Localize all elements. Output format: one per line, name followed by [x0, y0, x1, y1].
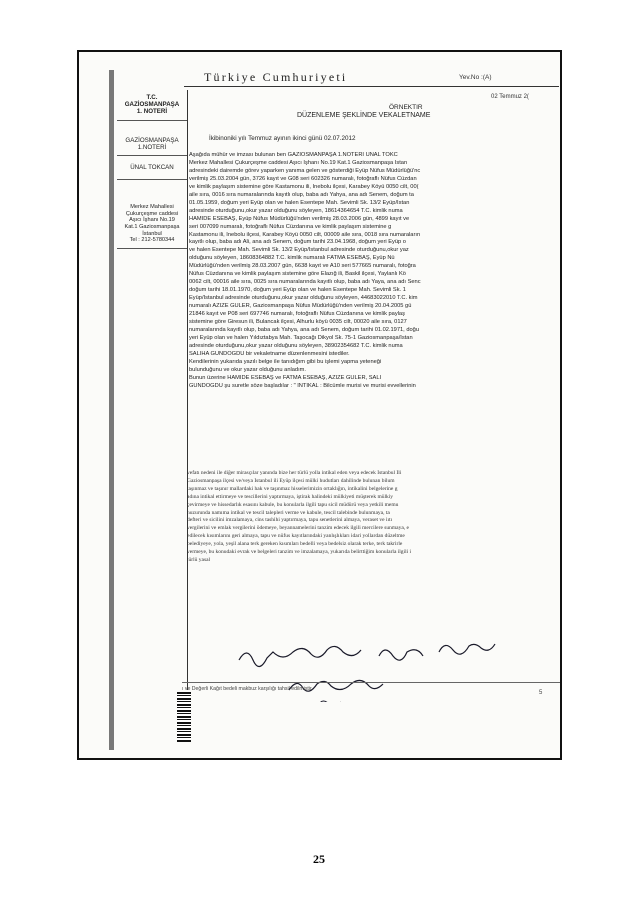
sidebar-spacer	[117, 180, 187, 200]
body-line: kayıtlı olup, baba adı Ali, ana adı Senem, doğum tarihi 23.04.1968, doğum yeri Eyüp o	[189, 239, 406, 246]
sidebar-block-notary	[117, 133, 187, 156]
title-line-2: DÜZENLEME ŞEKLİNDE VEKALETNAME	[297, 112, 431, 119]
barcode	[177, 692, 191, 742]
document-header: Türkiye Cumhuriyeti	[204, 70, 348, 84]
body-line: vefatı nedeni ile diğer mirasçılar yanında bize her türlü yolla intikal eden veya edecek İstanbul İli	[187, 470, 402, 476]
sidebar-block-tc	[117, 90, 187, 121]
body-line: seri 007099 numaralı, fotoğraflı Nüfus Cüzdanına ve kimlik paylaşım sistemine g	[189, 223, 392, 230]
body-line: defteri ve sicilini imzalamaya, cins tashihi yaptırmaya, tapu senetlerini almaya, veraset ve iıtı	[187, 517, 393, 524]
body-line: ve halen Esentepe Mah. Sevimli Sk. 13/2 Eyüp/İstanbul adresinde oturduğunu,okur yaz	[189, 247, 409, 254]
body-line: Kastamonu ili, İnebolu ilçesi, Karabey Köyü 0050 cilt, 00009 aile sıra, 0018 sıra numaraların	[189, 231, 421, 238]
footer-number: 5	[539, 690, 543, 696]
body-line: çevirmeye ve hissedarlık esasını kabule, bu konularla ilgili tapu sicil müdürü veya yetkili memu	[187, 501, 399, 508]
body-line: 21846 kayıt ve P08 seri 697746 numaralı, fotoğraflı Nüfus Cüzdanına ve kimlik paylaş	[189, 311, 405, 318]
sidebar-spacer	[117, 121, 187, 133]
sidebar-line: ÜNAL TOKCAN	[130, 164, 174, 172]
sidebar-block-address	[117, 200, 187, 249]
body-line: edilecek kısımlarını geri almaya, tapu ve nüfus kayıtlarındaki yanlışlıkları idari yollardan düzeltme	[187, 533, 405, 540]
body-line: Eyüp/İstanbul adresinde oturduğunu,okur yazar olduğunu söyleyen, 44683022010 T.C. kim	[189, 295, 418, 302]
body-line: verilmiş 25.03.2004 gün, 3726 kayıt ve G08 seri 602326 numaralı, fotoğraflı Nüfus Cüzdan	[189, 175, 417, 182]
body-line: olduğunu söyleyen, 18608364882 T.C. kimlik numaralı FATMA ESEBAŞ, Eyüp Nü	[189, 255, 395, 262]
body-line: Merkez Mahallesi Çukurçeşme caddesi Aşıcı İşhanı No.19 Kat.1 Gaziosmanpaşa İstan	[189, 159, 408, 166]
body-line: HAMİDE ESEBAŞ, Eyüp Nüfus Müdürlüğü'nden verilmiş 28.03.2006 gün, 4899 kayıt ve	[189, 215, 410, 222]
title-line-1: ÖRNEKTIR	[389, 104, 423, 111]
body-line: belediyeye, yola, yeşil alana terk gereken kısımları bedelli veya bedelsiz olarak terke, terk takrirle	[187, 541, 403, 548]
sidebar-line: 1. NOTERİ	[136, 108, 168, 116]
page-number: 25	[313, 852, 325, 866]
sidebar-line: 1.NOTERİ	[137, 143, 167, 151]
body-line: adresinde oturduğunu,okur yazar olduğunu söyleyen, 38902354682 T.C. kimlik numa	[189, 342, 403, 349]
body-line: Gaziosmanpaşa ilçesi ve/veya İstanbul ili Eyüp ilçesi mülki hudutları dahilinde bulunan bilum	[187, 477, 395, 484]
sidebar-line: GAZİOSMANPAŞA	[124, 101, 180, 109]
body-line: Nüfus Cüzdanına ve kimlik paylaşım sistemine göre Elazığ ili, Baskil ilçesi, Yaylanlı Kö	[189, 271, 406, 278]
body-line: türlü yasal	[187, 556, 211, 563]
intro-date-line: İkibinoniki yılı Temmuz ayının ikinci günü 02.07.2012	[209, 135, 356, 142]
body-line: aile sıra, 0016 sıra numaralarında kayıtlı olup, baba adı Yahya, ana adı Senem, doğum ta	[189, 191, 414, 198]
body-line: Aşağıda mühür ve imzası bulunan ben GAZİOSMANPAŞA 1.NOTERİ ÜNAL TOKC	[189, 152, 398, 158]
body-line: ve kimlik paylaşım sistemine göre Kastamonu ili, İnebolu ilçesi, Karabey Köyü 0050 cilt, 00(	[189, 183, 419, 190]
body-line: huzurunda namıma intikal ve tescil talepleri verme ve kabule, tescil talebinde bulunmaya, ta	[187, 509, 390, 516]
document-body-continued	[187, 470, 562, 565]
footer-note: ı ve Değerli Kağıt bedeli makbuz karşılığı tahsil edilmiştir.	[182, 686, 313, 692]
sidebar-line: GAZİOSMANPAŞA	[125, 136, 179, 144]
body-line: adresinde oturduğunu,okur yazar olduğunu söyleyen, 18614364654 T.C. kimlik numa	[189, 207, 403, 214]
sidebar-line: Tel : 212-5780344	[129, 237, 175, 244]
date-top: 02 Temmuz 2(	[491, 94, 529, 100]
sidebar-line: Aşıcı İşhanı No.19	[129, 217, 175, 224]
body-line: sistemine göre Giresun ili, Bulancak ilçesi, Alhurlu köyü 0035 cilt, 00020 aile sıra, 0127	[189, 319, 407, 326]
scanned-document	[77, 50, 562, 760]
footer-rule	[182, 682, 562, 683]
body-line: adına intikal ettirmeye ve tescillerini yaptırmaya, iştirak halindeki mülkiyeti müşterek mülkiy	[187, 493, 394, 500]
body-line: GÜNDOĞDU şu suretle söze başladılar : " İNTİKAL : Bilcümle murisi ve murisi evvellerinin	[189, 382, 416, 389]
notary-sidebar	[117, 90, 188, 690]
sidebar-line: Çukurçeşme caddesi	[125, 210, 179, 217]
sidebar-line: İstanbul	[142, 230, 162, 237]
header-rule	[184, 86, 559, 87]
body-line: Kendilerinin yukarıda yazılı belge ile tanıdığım gibi bu işlemi yapma yeteneği	[189, 358, 382, 365]
body-line: doğum tarihi 18.01.1970, doğum yeri Eyüp olan ve halen Esentepe Mah. Sevimli Sk. 1	[189, 287, 406, 294]
sidebar-line: Kat.1 Gaziosmanpaşa	[124, 224, 180, 230]
body-line: yeri Eyüp olan ve halen Yıldıztabya Mah. Taşocağı Dikyol Sk. 75-1 Gaziosmanpaşa/İstan	[189, 334, 413, 341]
sidebar-line: T.C.	[146, 94, 158, 101]
body-line: taşınmaz ve taşınır mallardaki hak ve taşınmaz hisselerimizin ortaklığın, intikalini belgelerine g	[187, 485, 398, 492]
sidebar-line: Merkez Mahallesi	[130, 204, 174, 211]
body-line: adresindeki dairemde görev yaparken yanıma gelen ve gösterdiği Eyüp Nüfus Müdürlüğü'nc	[189, 167, 421, 174]
page-edge-shadow	[109, 70, 114, 750]
body-line: vergilerini ve emlak vergilerini ödemeye, beyannamelerini tanzim edecek ilgili mercilere sunmaya, e	[187, 525, 409, 532]
body-line: 0062 cilt, 00016 aile sıra, 0025 sıra numaralarında kayıtlı olup, baba adı Yaya, ana adı Senc	[189, 279, 421, 286]
body-line: SALİHA GÜNDOĞDU bir vekaletname düzenlenmesini istediler.	[189, 350, 350, 357]
body-line: Bunun üzerine HAMİDE ESEBAŞ ve FATMA ESEBAŞ, AZİZE GÜLER, SALİ	[189, 374, 382, 381]
body-line: bulunduğunu ve okur yazar olduğunu anladım.	[189, 366, 306, 373]
journal-number: Yev.No :(A)	[459, 74, 492, 81]
body-line: numaralarında kayıtlı olup, baba adı Yahya, ana adı Senem, doğum tarihi 01.02.1971, doğu	[189, 326, 419, 333]
body-line: numaralı AZİZE GÜLER, Gaziosmanpaşa Nüfus Müdürlüğü'nden verilmiş 20.04.2005 gü	[189, 303, 412, 310]
body-line: 01.05.1959, doğum yeri Eyüp olan ve halen Esentepe Mah. Sevimli Sk. 13/2 Eyüp/İstan	[189, 199, 410, 206]
body-line: vermeye, bu konudaki evrak ve belgeleri tanzim ve imzalamaya, yukarıda belirttiğim konularla ilgili i	[187, 549, 412, 556]
document-body	[189, 152, 561, 391]
sidebar-block-name	[117, 156, 187, 180]
body-line: Müdürlüğü'nden verilmiş 28.03.2007 gün, 6638 kayıt ve A10 seri 577665 numaralı, fotoğra	[189, 263, 416, 270]
